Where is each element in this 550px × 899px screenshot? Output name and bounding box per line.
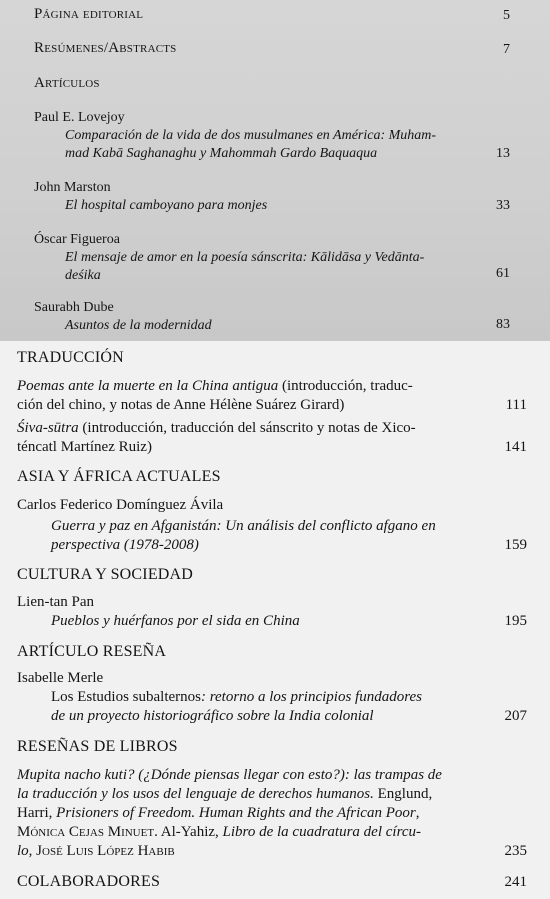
asia-africa-author: Carlos Federico Domínguez Ávila	[17, 497, 224, 513]
article-page: 13	[496, 146, 510, 161]
article-author: Óscar Figueroa	[34, 232, 120, 247]
traduccion-item-title: Poemas ante la muerte en la China antigua	[17, 378, 279, 394]
resena-page: 207	[504, 708, 527, 724]
cultura-heading: CULTURA Y SOCIEDAD	[17, 566, 194, 583]
cultura-title-line: Pueblos y huérfanos por el sida en China	[51, 613, 300, 629]
resena-title-line: de un proyecto historiográfico sobre la India colonial	[51, 708, 374, 724]
resumenes-heading: Resúmenes/Abstracts	[34, 40, 177, 56]
libros-part: Harri,	[17, 805, 57, 821]
article-page: 61	[496, 266, 510, 281]
libros-part: la traducción y los usos del lenguaje de derechos humanos.	[17, 786, 374, 802]
colaboradores-heading: COLABORADORES	[17, 873, 161, 890]
traduccion-item-line: ción del chino, y notas de Anne Hélène Suárez Girard)	[17, 397, 345, 413]
libros-page: 235	[504, 843, 527, 859]
resena-title-part: Los Estudios subalternos	[51, 689, 201, 705]
libros-line	[17, 786, 432, 803]
libros-part: lo	[17, 843, 29, 859]
articulos-heading: Artículos	[34, 75, 100, 91]
libros-line	[17, 843, 175, 860]
libros-part: ,	[415, 805, 420, 821]
asia-africa-title-line: Guerra y paz en Afganistán: Un análisis del conflicto afgano en	[51, 518, 436, 534]
article-title-line: mad Kabā Saghanaghu y Mahommah Gardo Baquaqua	[65, 146, 378, 161]
article-author: Saurabh Dube	[34, 300, 114, 315]
article-title-line: deśika	[65, 268, 101, 283]
traduccion-item-line	[17, 420, 416, 437]
resena-title-part: : retorno a los principios fundadores	[201, 689, 422, 705]
article-title-line: Asuntos de la modernidad	[65, 318, 212, 333]
traduccion-item-rest: (introducción, traduc-	[278, 378, 413, 394]
resena-title-line	[51, 689, 422, 706]
pagina-editorial-page: 5	[503, 8, 510, 23]
colaboradores-page: 241	[504, 874, 527, 890]
traduccion-item-title: Śiva-sūtra	[17, 420, 79, 436]
cultura-page: 195	[504, 613, 527, 629]
libros-part: ,	[28, 843, 37, 859]
asia-africa-title-line: perspectiva (1978-2008)	[51, 537, 199, 553]
article-page: 83	[496, 317, 510, 332]
article-author: Paul E. Lovejoy	[34, 110, 125, 125]
traduccion-item-page: 111	[505, 397, 527, 413]
libros-part: Englund,	[373, 786, 433, 802]
article-page: 33	[496, 198, 510, 213]
toc-bottom-section	[0, 341, 550, 899]
traduccion-item-rest: (introducción, traducción del sánscrito y notas de Xico-	[78, 420, 416, 436]
libros-part: Mónica Cejas Minuet	[17, 824, 155, 840]
libros-line	[17, 805, 419, 822]
libros-part: . Al-Yahiz,	[154, 824, 223, 840]
article-title-line: El mensaje de amor en la poesía sánscrita: Kālidāsa y Vedānta-	[65, 250, 425, 265]
resumenes-page: 7	[503, 42, 510, 57]
traduccion-item-line: téncatl Martínez Ruiz)	[17, 439, 152, 455]
libros-line	[17, 824, 421, 841]
traduccion-heading: TRADUCCIÓN	[17, 349, 124, 366]
libros-part: Prisioners of Freedom. Human Rights and the African Poor	[56, 805, 416, 821]
traduccion-item-page: 141	[504, 439, 527, 455]
article-title-line: Comparación de la vida de dos musulmanes en América: Muham-	[65, 128, 437, 143]
libros-part: Libro de la cuadratura del círcu-	[222, 824, 421, 840]
toc-top-section	[0, 0, 550, 341]
article-title-line: El hospital camboyano para monjes	[65, 198, 268, 213]
article-author: John Marston	[34, 180, 111, 195]
libros-line: Mupita nacho kuti? (¿Dónde piensas llegar con esto?): las trampas de	[17, 767, 442, 783]
libros-part: José Luis López Habib	[36, 843, 175, 859]
cultura-author: Lien-tan Pan	[17, 594, 95, 610]
asia-africa-heading: ASIA Y ÁFRICA ACTUALES	[17, 468, 221, 485]
resena-author: Isabelle Merle	[17, 670, 104, 686]
pagina-editorial-heading: Página editorial	[34, 6, 144, 22]
libros-heading: RESEÑAS DE LIBROS	[17, 738, 178, 755]
traduccion-item-line	[17, 378, 413, 395]
resena-heading: ARTÍCULO RESEÑA	[17, 643, 167, 660]
asia-africa-page: 159	[504, 537, 527, 553]
